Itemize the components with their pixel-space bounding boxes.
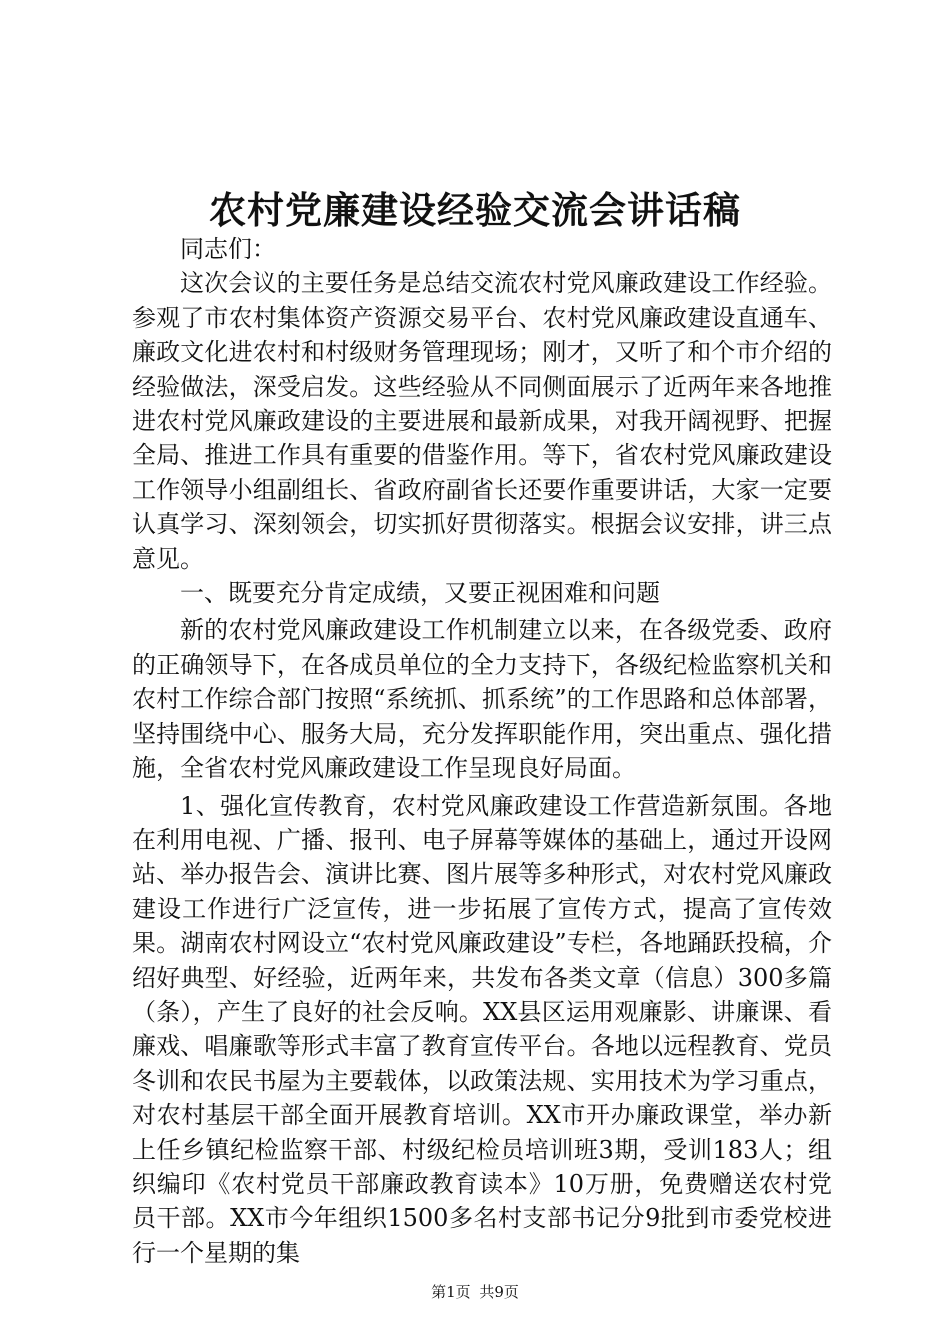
document-title: 农村党廉建设经验交流会讲话稿 xyxy=(209,188,741,232)
document-body xyxy=(132,232,832,1270)
paragraph-intro: 这次会议的主要任务是总结交流农村党风廉政建设工作经验。参观了市农村集体资产资源交易平台、农村党风廉政建设直通车、廉政文化进农村和村级财务管理现场；刚才，又听了和个市介绍的经验做法，深受启发。这些经验从不同侧面展示了近两年来各地推进农村党风廉政建设的主要进展和最新成果，对我开阔视野、把握全局、推进工作具有重要的借鉴作用。等下，省农村党风廉政建设工作领导小组副组长、省政府副省长还要作重要讲话，大家一定要认真学习、深刻领会，切实抓好贯彻落实。根据会议安排，讲三点意见。 xyxy=(132,269,832,573)
section-heading-1: 一、既要充分肯定成绩，又要正视困难和问题 xyxy=(180,579,660,608)
salutation: 同志们： xyxy=(180,235,276,263)
paragraph-achievements: 新的农村党风廉政建设工作机制建立以来，在各级党委、政府的正确领导下，在各成员单位的全力支持下，各级纪检监察机关和农村工作综合部门按照“系统抓、抓系统”的工作思路和总体部署，坚持围绕中心、服务大局，充分发挥职能作用，突出重点、强化措施，全省农村党风廉政建设工作呈现良好局面。 xyxy=(132,616,832,783)
paragraph-publicity-education: 1、强化宣传教育，农村党风廉政建设工作营造新氛围。各地在利用电视、广播、报刊、电子屏幕等媒体的基础上，通过开设网站、举办报告会、演讲比赛、图片展等多种形式，对农村党风廉政建设工作进行广泛宣传，进一步拓展了宣传方式，提高了宣传效果。湖南农村网设立“农村党风廉政建设”专栏，各地踊跃投稿，介绍好典型、好经验，近两年来，共发布各类文章（信息）300多篇（条），产生了良好的社会反响。XX县区运用观廉影、讲廉课、看廉戏、唱廉歌等形式丰富了教育宣传平台。各地以远程教育、党员冬训和农民书屋为主要载体，以政策法规、实用技术为学习重点，对农村基层干部全面开展教育培训。XX市开办廉政课堂，举办新上任乡镇纪检监察干部、村级纪检员培训班3期，受训183人；组织编印《农村党员干部廉政教育读本》10万册，免费赠送农村党员干部。XX市今年组织1500多名村支部书记分9批到市委党校进行一个星期的集 xyxy=(132,791,832,1267)
page-number: 第1页 xyxy=(431,1283,471,1301)
page-total: 共9页 xyxy=(479,1283,519,1301)
page-footer xyxy=(0,1282,950,1302)
